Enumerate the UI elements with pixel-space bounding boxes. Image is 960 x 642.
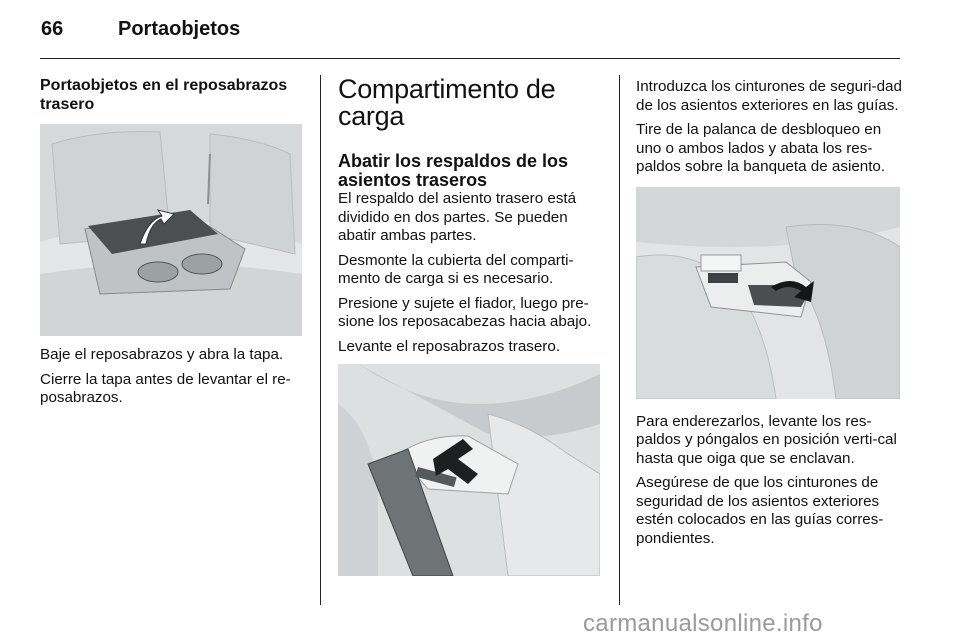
release-lever-illustration [636,187,900,399]
seatback-latch-illustration [338,364,600,576]
col2-paragraph-4: Levante el reposabrazos trasero. [338,337,561,355]
page-header [0,0,960,60]
watermark-link[interactable]: carmanualsonline.info [583,610,823,637]
column-divider-1 [320,75,321,605]
section-heading-armrest: Portaobjetos en el reposabrazos trasero [40,77,288,113]
col3-paragraph-1: Introduzca los cinturones de seguri-dad de los asientos exteriores en las guías. [636,78,902,114]
column-3 [636,78,902,554]
col2-paragraph-2: Desmonte la cubierta del comparti-mento de carga si es necesario. [338,251,574,287]
column-1 [40,76,304,414]
header-rule [40,58,900,59]
col3-paragraph-2: Tire de la palanca de desbloqueo en uno o ambos lados y abata los res-paldos sobre la banqueta de asiento. [636,121,886,175]
col1-paragraph-2: Cierre la tapa antes de levantar el re-posabrazos. [40,370,291,406]
col1-paragraph-1: Baje el reposabrazos y abra la tapa. [40,346,284,363]
col3-paragraph-4: Asegúrese de que los cinturones de seguridad de los asientos exteriores estén colocados en las guías corres-pondientes. [636,474,884,547]
column-divider-2 [619,75,620,605]
chapter-title: Compartimento de carga [338,74,556,131]
subsection-heading: Abatir los respaldos de los asientos traseros [338,151,569,190]
col2-paragraph-1: El respaldo del asiento trasero está dividido en dos partes. Se pueden abatir ambas partes. [338,190,577,244]
page-title: Portaobjetos [118,18,241,40]
column-2 [338,76,602,576]
page-number: 66 [41,18,64,40]
col3-paragraph-3: Para enderezarlos, levante los res-paldos y póngalos en posición verti-cal hasta que oiga que se enclavan. [636,412,897,467]
armrest-storage-illustration [40,124,302,336]
col2-paragraph-3: Presione y sujete el fiador, luego pre-sione los reposacabezas hacia abajo. [338,294,592,330]
